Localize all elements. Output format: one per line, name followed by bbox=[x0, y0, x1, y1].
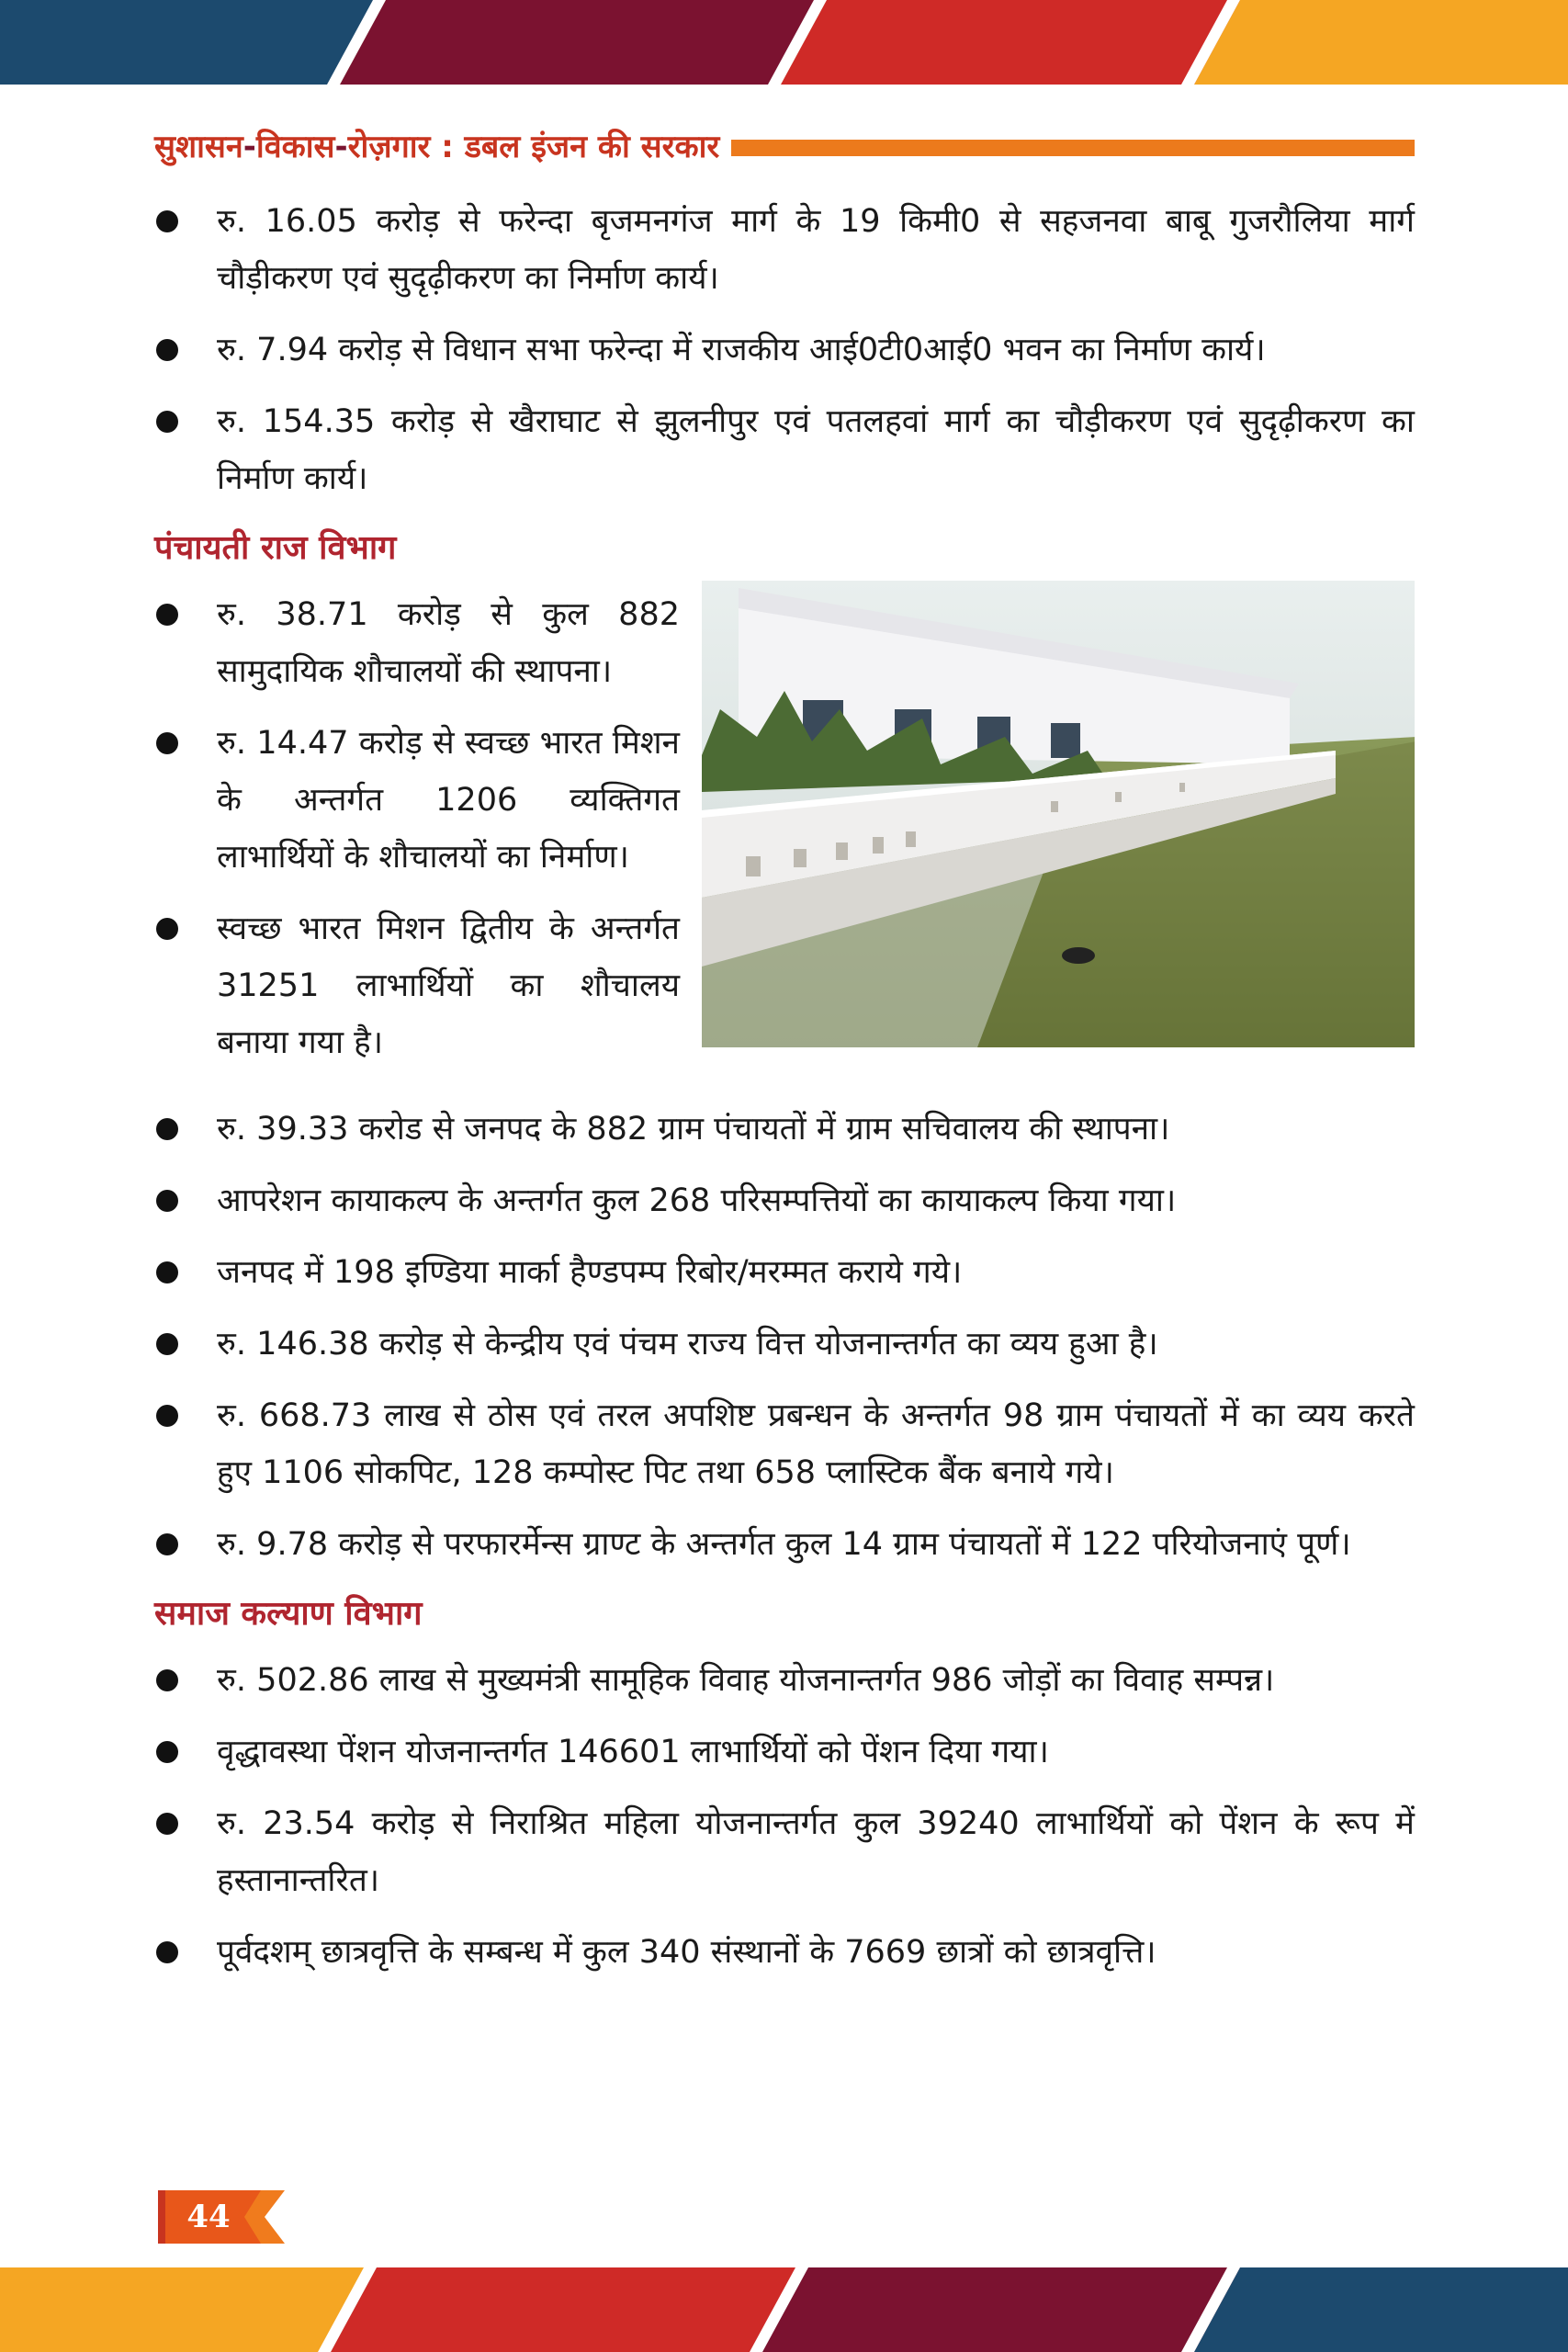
list-item: आपरेशन कायाकल्प के अन्तर्गत कुल 268 परिसम्पत्तियों का कायाकल्प किया गया। bbox=[154, 1172, 1415, 1229]
bullet bbox=[156, 1533, 178, 1555]
list-item: स्वच्छ भारत मिशन द्वितीय के अन्तर्गत 31251 लाभार्थियों का शौचालय बनाया गया है। bbox=[154, 900, 680, 1071]
list-item: रु. 38.71 करोड़ से कुल 882 सामुदायिक शौचालयों की स्थापना। bbox=[154, 586, 680, 700]
list-item: रु. 668.73 लाख से ठोस एवं तरल अपशिष्ट प्रबन्धन के अन्तर्गत 98 ग्राम पंचायतों में का व्यय करते हुए 1106 सोकपिट, 128 कम्पोस्ट पिट तथा 658 प्लास्टिक बैंक बनाये गये। bbox=[154, 1387, 1415, 1501]
bullet bbox=[156, 918, 178, 940]
bullet bbox=[156, 1941, 178, 1963]
bullet bbox=[156, 1669, 178, 1691]
bullet bbox=[156, 210, 178, 232]
bullet bbox=[156, 1118, 178, 1140]
page-number-tab bbox=[158, 2190, 287, 2244]
list-item: रु. 9.78 करोड़ से परफारर्मेन्स ग्राण्ट के अन्तर्गत कुल 14 ग्राम पंचायतों में 122 परियोजनाएं पूर्ण। bbox=[154, 1516, 1415, 1573]
running-head-title: सुशासन-विकास-रोज़गार : डबल इंजन की सरकार bbox=[154, 129, 720, 165]
list-item: पूर्वदशम् छात्रवृत्ति के सम्बन्ध में कुल 340 संस्थानों के 7669 छात्रों को छात्रवृत्ति। bbox=[154, 1924, 1415, 1981]
list-item: रु. 146.38 करोड़ से केन्द्रीय एवं पंचम राज्य वित्त योजनान्तर्गत का व्यय हुआ है। bbox=[154, 1316, 1415, 1373]
list-item: जनपद में 198 इण्डिया मार्का हैण्डपम्प रिबोर/मरम्मत कराये गये। bbox=[154, 1244, 1415, 1301]
bullet bbox=[156, 1405, 178, 1427]
running-head bbox=[154, 121, 1415, 173]
list-item: रु. 14.47 करोड़ से स्वच्छ भारत मिशन के अन्तर्गत 1206 व्यक्तिगत लाभार्थियों के शौचालयों का निर्माण। bbox=[154, 715, 680, 886]
list-item: रु. 23.54 करोड़ से निराश्रित महिला योजनान्तर्गत कुल 39240 लाभार्थियों को पेंशन के रूप में हस्तानान्तरित। bbox=[154, 1795, 1415, 1909]
bullet bbox=[156, 1190, 178, 1212]
bullet bbox=[156, 1261, 178, 1283]
bullet bbox=[156, 1741, 178, 1763]
bullet bbox=[156, 339, 178, 361]
bullet bbox=[156, 604, 178, 626]
section-title-panchayati: पंचायती राज विभाग bbox=[154, 529, 397, 567]
bullet bbox=[156, 732, 178, 754]
list-item: वृद्धावस्था पेंशन योजनान्तर्गत 146601 लाभार्थियों को पेंशन दिया गया। bbox=[154, 1724, 1415, 1781]
section-title-samaj: समाज कल्याण विभाग bbox=[154, 1595, 423, 1633]
list-item: रु. 39.33 करोड से जनपद के 882 ग्राम पंचायतों में ग्राम सचिवालय की स्थापना। bbox=[154, 1101, 1415, 1158]
list-item: रु. 502.86 लाख से मुख्यमंत्री सामूहिक विवाह योजनान्तर्गत 986 जोड़ों का विवाह सम्पन्न। bbox=[154, 1652, 1415, 1709]
page-number: 44 bbox=[186, 2199, 231, 2235]
panchayati-photo-block bbox=[154, 586, 1415, 1086]
list-item: रु. 16.05 करोड़ से फरेन्दा बृजमनगंज मार्ग के 19 किमी0 से सहजनवा बाबू गुजरौलिया मार्ग चौड़ीकरण एवं सुदृढ़ीकरण का निर्माण कार्य। bbox=[154, 193, 1415, 307]
bottom-color-band bbox=[0, 2267, 1568, 2352]
page-content bbox=[154, 193, 1415, 1996]
top-color-band bbox=[0, 0, 1568, 85]
running-head-rule bbox=[731, 140, 1415, 156]
bullet bbox=[156, 1813, 178, 1835]
bullet bbox=[156, 411, 178, 433]
list-item: रु. 7.94 करोड़ से विधान सभा फरेन्दा में राजकीय आई0टी0आई0 भवन का निर्माण कार्य। bbox=[154, 322, 1415, 379]
bullet bbox=[156, 1333, 178, 1355]
list-item: रु. 154.35 करोड़ से खैराघाट से झुलनीपुर एवं पतलहवां मार्ग का चौड़ीकरण एवं सुदृढ़ीकरण का निर्माण कार्य। bbox=[154, 393, 1415, 507]
community-toilet-photo bbox=[702, 581, 1415, 1047]
panchayati-side-list bbox=[154, 586, 680, 1086]
